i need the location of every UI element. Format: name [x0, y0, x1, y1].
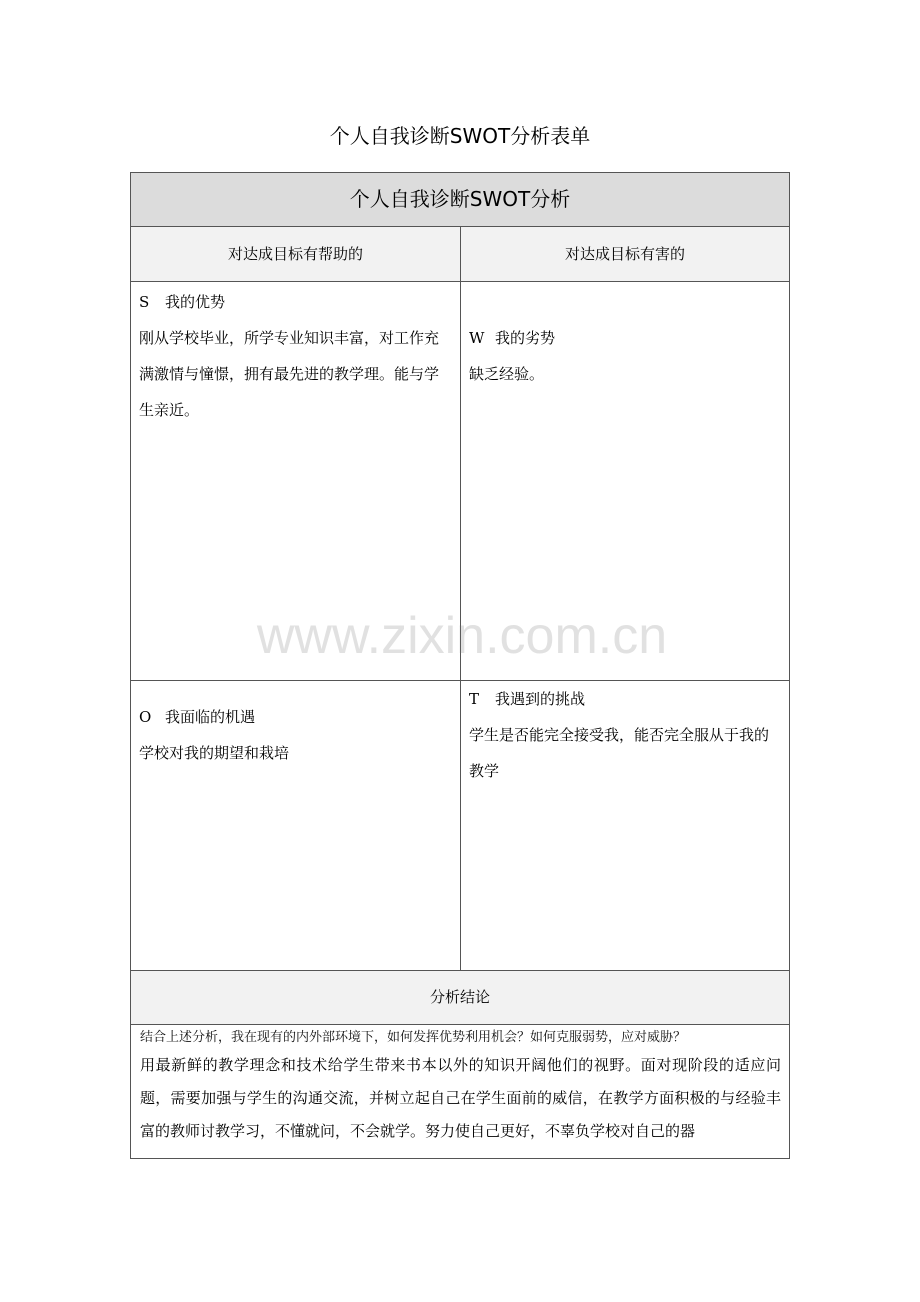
- document-title: 个人自我诊断SWOT分析表单: [329, 124, 591, 148]
- strengths-heading: [139, 284, 452, 320]
- opportunities-cell: [130, 680, 461, 971]
- weaknesses-heading-text: 我的劣势: [495, 329, 556, 347]
- threats-cell: [460, 680, 790, 971]
- conclusion-heading: 分析结论: [130, 970, 790, 1025]
- weaknesses-cell: [460, 281, 790, 681]
- harmful-column-header: 对达成目标有害的: [460, 226, 790, 282]
- strengths-cell: [130, 281, 461, 681]
- watermark: www.zixin.com.cn: [256, 607, 668, 665]
- threats-heading: [469, 681, 781, 717]
- strengths-heading-text: 我的优势: [165, 293, 226, 311]
- swot-table-title: 个人自我诊断SWOT分析: [130, 172, 790, 227]
- opportunities-letter: O: [139, 708, 152, 726]
- strengths-letter: S: [139, 293, 150, 311]
- conclusion-text: 用最新鲜的教学理念和技术给学生带来书本以外的知识开阔他们的视野。面对现阶段的适应问题，需要加强与学生的沟通交流，并树立起自己在学生面前的威信，在教学方面积极的与经验丰富的教师讨教学习，不懂就问，不会就学。努力使自己更好，不辜负学校对自己的器: [140, 1056, 781, 1140]
- opportunities-text: 学校对我的期望和栽培: [139, 744, 290, 762]
- weaknesses-heading: [469, 320, 781, 356]
- strengths-text: 刚从学校毕业，所学专业知识丰富，对工作充满激情与憧憬，拥有最先进的教学理。能与学生亲近。: [139, 329, 440, 419]
- opportunities-heading-text: 我面临的机遇: [165, 708, 256, 726]
- threats-letter: T: [469, 690, 480, 708]
- conclusion-prompt: 结合上述分析，我在现有的内外部环境下，如何发挥优势利用机会？如何克服弱势，应对威胁？: [140, 1030, 687, 1045]
- helpful-column-header: 对达成目标有帮助的: [130, 226, 461, 282]
- weaknesses-text: 缺乏经验。: [469, 365, 545, 383]
- threats-heading-text: 我遇到的挑战: [495, 690, 586, 708]
- threats-text: 学生是否能完全接受我，能否完全服从于我的教学: [469, 726, 770, 780]
- conclusion-cell: [130, 1024, 790, 1159]
- opportunities-heading: [139, 699, 452, 735]
- weaknesses-letter: W: [469, 329, 485, 347]
